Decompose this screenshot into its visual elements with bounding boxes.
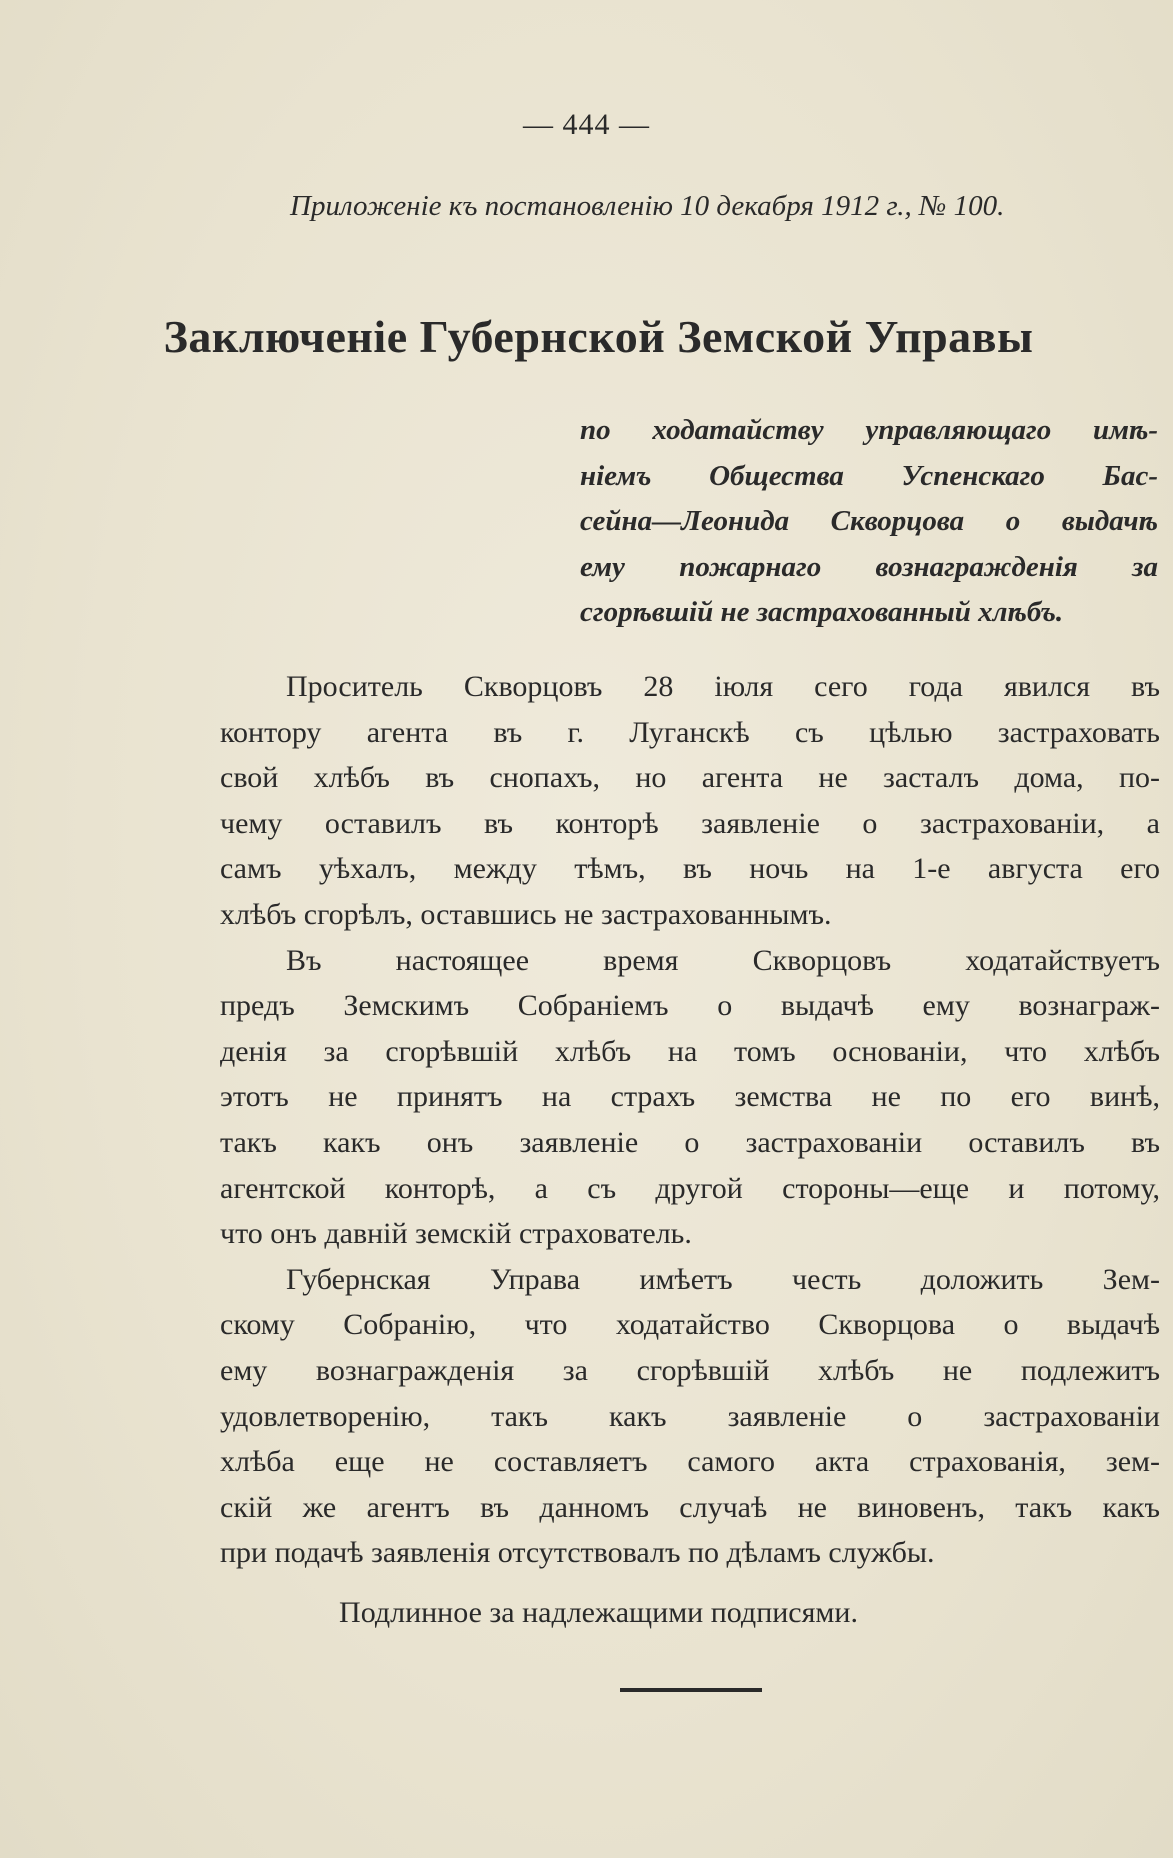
closing-rule	[620, 1688, 762, 1692]
body-line: удовлетворенію, такъ какъ заявленіе о застрахованіи	[220, 1399, 1160, 1433]
paragraph-2	[220, 938, 1160, 1257]
body-line: контору агента въ г. Луганскѣ съ цѣлью застраховать	[220, 715, 1160, 749]
signature-note: Подлинное за надлежащими подписями.	[339, 1596, 858, 1629]
subtitle-line: по ходатайству управляющаго имѣ-	[580, 414, 1158, 446]
body-line: что онъ давній земскій страхователь.	[220, 1217, 692, 1251]
document-body	[220, 664, 1160, 1576]
page-number: — 444 —	[523, 108, 650, 141]
body-line: чему оставилъ въ конторѣ заявленіе о застрахованіи, а	[220, 806, 1160, 840]
body-line: хлѣба еще не составляетъ самого акта страхованія, зем-	[220, 1445, 1160, 1479]
document-subtitle	[580, 408, 1158, 636]
subtitle-line: сейна—Леонида Скворцова о выдачѣ	[580, 505, 1158, 537]
paragraph-3	[220, 1257, 1160, 1576]
body-line: такъ какъ онъ заявленіе о застрахованіи оставилъ въ	[220, 1125, 1160, 1159]
subtitle-line: ему пожарнаго вознагражденія за	[580, 550, 1158, 583]
body-line: ему вознагражденія за сгорѣвшій хлѣбъ не подлежитъ	[220, 1353, 1160, 1387]
body-line: при подачѣ заявленія отсутствовалъ по дѣламъ службы.	[220, 1536, 935, 1570]
paragraph-1	[220, 664, 1160, 938]
subtitle-line: ніемъ Общества Успенскаго Бас-	[580, 459, 1158, 492]
body-line: агентской конторѣ, а съ другой стороны—еще и потому,	[220, 1171, 1160, 1205]
body-line: свой хлѣбъ въ снопахъ, но агента не засталъ дома, по-	[220, 761, 1160, 795]
body-line: хлѣбъ сгорѣлъ, оставшись не застрахованнымъ.	[220, 897, 832, 931]
body-line: этотъ не принятъ на страхъ земства не по его винѣ,	[220, 1080, 1160, 1114]
body-line: Проситель Скворцовъ 28 іюля сего года явился въ	[286, 670, 1160, 703]
appendix-reference: Приложеніе къ постановленію 10 декабря 1912 г., № 100.	[290, 190, 1005, 222]
document-title: Заключеніе Губернской Земской Управы	[163, 311, 1034, 362]
body-line: денія за сгорѣвшій хлѣбъ на томъ основаніи, что хлѣбъ	[220, 1034, 1160, 1068]
body-line: самъ уѣхалъ, между тѣмъ, въ ночь на 1-е августа его	[220, 852, 1160, 886]
subtitle-line: сгорѣвшій не застрахованный хлѣбъ.	[580, 596, 1064, 628]
body-line: Губернская Управа имѣетъ честь доложить Зем-	[286, 1262, 1160, 1296]
body-line: предъ Земскимъ Собраніемъ о выдачѣ ему вознаграж-	[220, 989, 1160, 1023]
body-line: скому Собранію, что ходатайство Скворцова о выдачѣ	[220, 1308, 1160, 1342]
body-line: Въ настоящее время Скворцовъ ходатайствуетъ	[286, 943, 1160, 977]
body-line: скій же агентъ въ данномъ случаѣ не виновенъ, такъ какъ	[220, 1490, 1160, 1524]
